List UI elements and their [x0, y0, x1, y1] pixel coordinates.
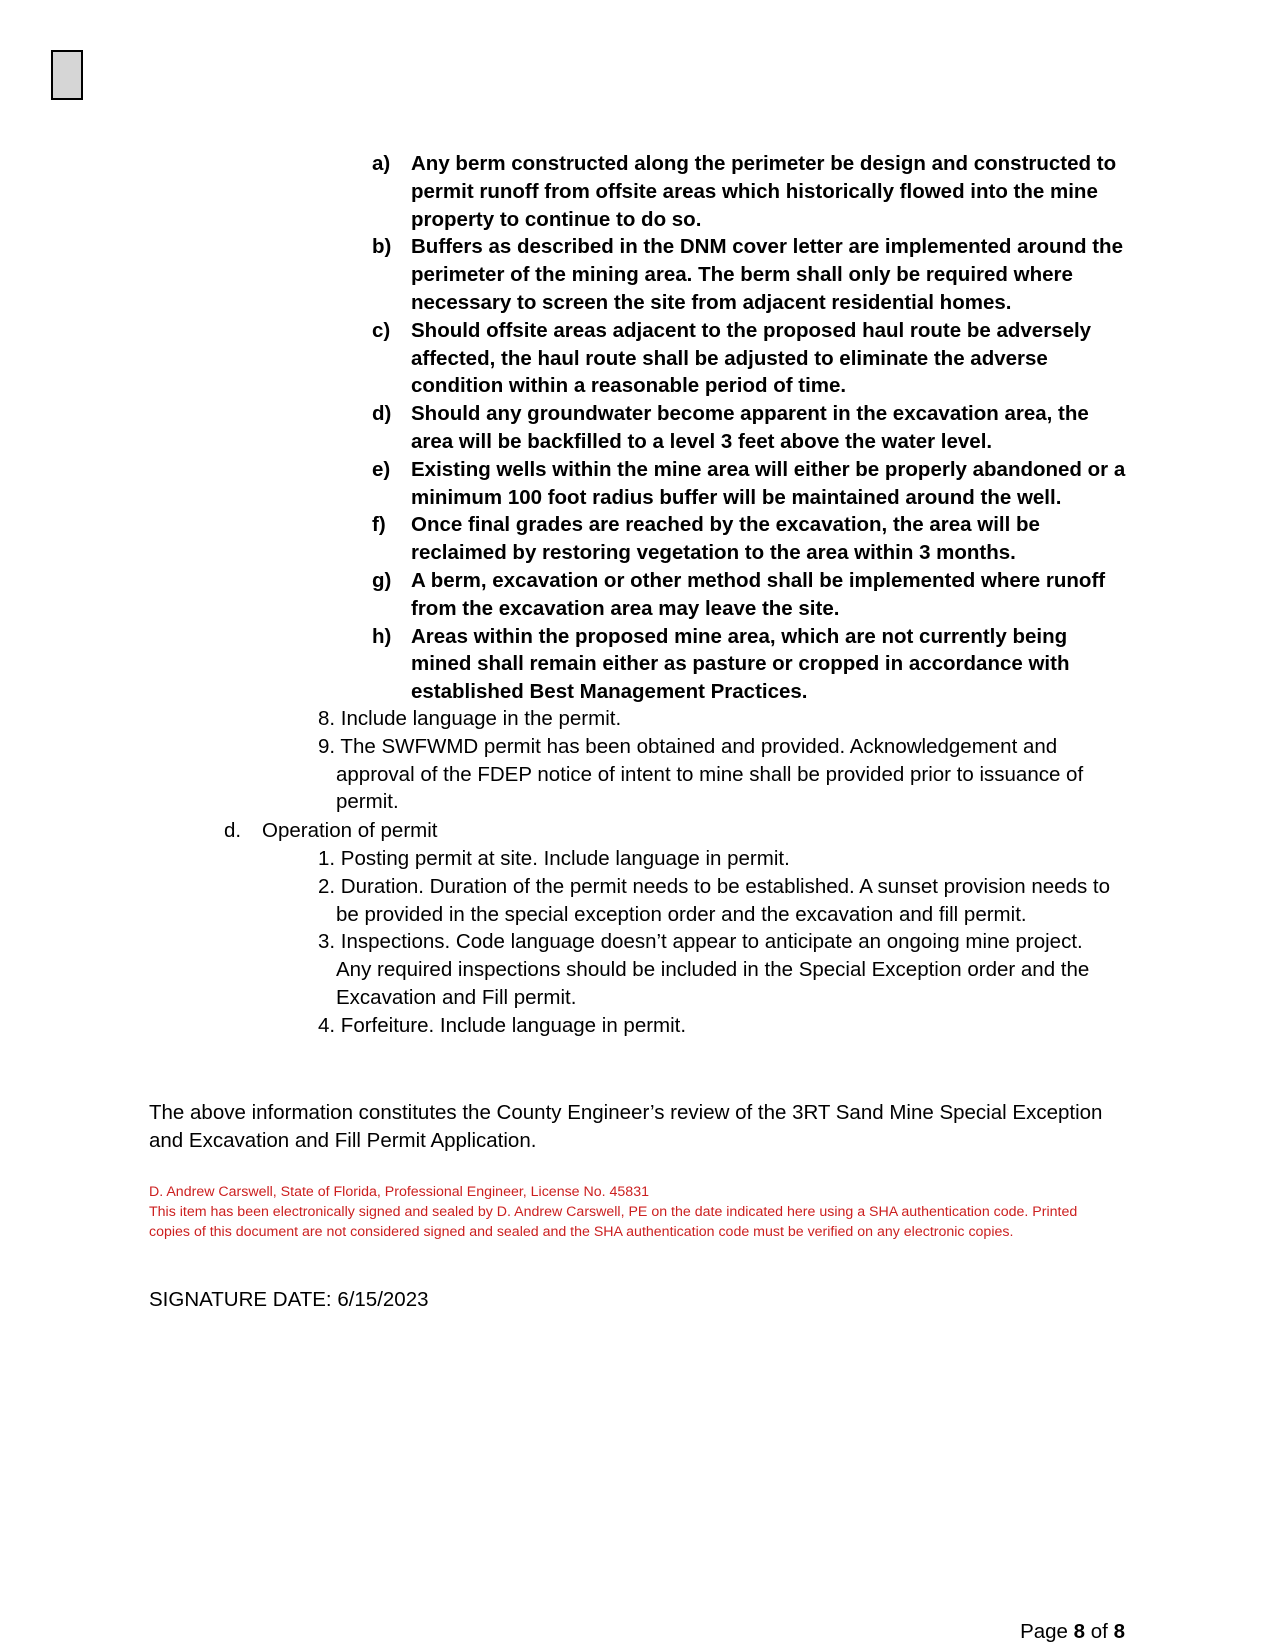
condition-text: Once final grades are reached by the excavation, the area will be reclaimed by restoring vegetation to the area within 3 months. — [411, 513, 1040, 565]
condition-marker: f) — [372, 513, 386, 537]
page-current: 8 — [1073, 1620, 1086, 1643]
condition-text: Should any groundwater become apparent in the excavation area, the area will be backfilled to a level 3 feet above the water level. — [411, 402, 1089, 453]
list-item: 3. Inspections. Code language doesn’t appear to anticipate an ongoing mine project. Any required inspections should be included in the Special Exception order and the Excavation and Fill permit. — [318, 930, 1090, 1009]
condition-text: Existing wells within the mine area will either be properly abandoned or a minimum 100 foot radius buffer will be maintained around the well. — [411, 457, 1126, 509]
condition-marker: a) — [372, 152, 391, 175]
list-item: 2. Duration. Duration of the permit needs to be established. A sunset provision needs to be provided in the special exception order and the excavation and fill permit. — [318, 874, 1111, 926]
section-d-title: Operation of permit — [262, 819, 438, 842]
corner-checkbox-placeholder — [51, 50, 83, 100]
condition-marker: d) — [372, 402, 392, 426]
signature-date: SIGNATURE DATE: 6/15/2023 — [149, 1288, 429, 1311]
numbered-list-operation — [318, 845, 1118, 1040]
condition-text: Any berm constructed along the perimeter be design and constructed to permit runoff from offsite areas which historically flowed into the mine property to continue to do so. — [411, 152, 1117, 231]
condition-item — [372, 317, 1132, 400]
seal-statement: This item has been electronically signed and sealed by D. Andrew Carswell, PE on the date indicated here using a SHA authentication code. Printed copies of this document are not considered signed and sealed and the SHA authentication code must be verified on any electronic copies. — [149, 1204, 1078, 1241]
condition-item — [372, 456, 1132, 512]
condition-marker: c) — [372, 318, 391, 342]
of-label: of — [1090, 1620, 1108, 1643]
condition-marker: b) — [372, 235, 392, 259]
condition-text: Areas within the proposed mine area, which are not currently being mined shall remain either as pasture or cropped in accordance with established Best Management Practices. — [411, 624, 1070, 704]
page-label: Page — [1020, 1620, 1068, 1643]
condition-marker: e) — [372, 457, 391, 481]
condition-item — [372, 567, 1132, 623]
condition-item — [372, 623, 1132, 706]
numbered-list-upper — [318, 705, 1118, 816]
condition-item — [372, 150, 1132, 233]
list-item: 8. Include language in the permit. — [318, 707, 622, 730]
section-d-heading — [224, 817, 437, 845]
section-d-marker: d. — [224, 819, 242, 842]
condition-marker: h) — [372, 624, 392, 648]
list-item: 4. Forfeiture. Include language in permit. — [318, 1013, 687, 1037]
page-number — [1020, 1618, 1125, 1646]
page-total: 8 — [1113, 1620, 1125, 1643]
condition-text: A berm, excavation or other method shall be implemented where runoff from the excavation area may leave the site. — [411, 568, 1106, 620]
seal-engineer-line: D. Andrew Carswell, State of Florida, Professional Engineer, License No. 45831 — [149, 1184, 649, 1200]
conditions-list — [372, 150, 1132, 706]
condition-item — [372, 511, 1132, 567]
closing-paragraph: The above information constitutes the County Engineer’s review of the 3RT Sand Mine Special Exception and Excavation and Fill Permit Application. — [149, 1101, 1103, 1152]
electronic-seal-notice — [149, 1182, 1089, 1243]
condition-item — [372, 400, 1132, 456]
condition-marker: g) — [372, 568, 392, 592]
condition-text: Buffers as described in the DNM cover letter are implemented around the perimeter of the mining area. The berm shall only be required where necessary to screen the site from adjacent residential homes. — [411, 235, 1123, 314]
list-item: 1. Posting permit at site. Include language in permit. — [318, 847, 790, 870]
list-item: 9. The SWFWMD permit has been obtained and provided. Acknowledgement and approval of the FDEP notice of intent to mine shall be provided prior to issuance of permit. — [318, 734, 1084, 814]
condition-text: Should offsite areas adjacent to the proposed haul route be adversely affected, the haul route shall be adjusted to eliminate the adverse condition within a reasonable period of time. — [411, 318, 1092, 398]
condition-item — [372, 233, 1132, 316]
